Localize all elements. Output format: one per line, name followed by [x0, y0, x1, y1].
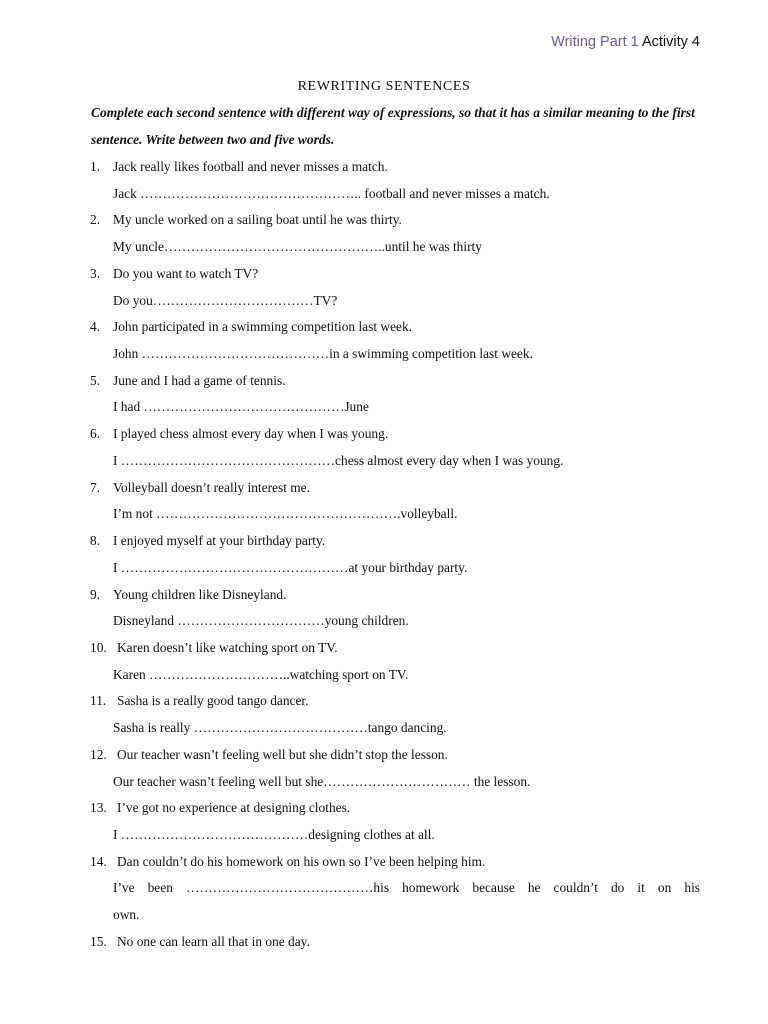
exercise-rewrite: Do you………………………………TV? — [113, 292, 338, 308]
exercise-rewrite-line — [0, 501, 768, 528]
exercise-item — [0, 635, 768, 662]
exercise-number: 3. — [90, 265, 101, 281]
exercise-sentence: Jack really likes football and never misses a match. — [113, 159, 388, 174]
exercise-sentence: Young children like Disneyland. — [113, 586, 287, 602]
exercise-sentence: I played chess almost every day when I was young. — [113, 426, 389, 442]
exercise-rewrite-line — [0, 181, 768, 208]
exercise-item — [0, 929, 768, 956]
exercise-rewrite: I ……………………………………designing clothes at all. — [113, 826, 435, 842]
exercise-item — [0, 582, 768, 609]
exercise-number: 5. — [90, 372, 101, 388]
exercise-item — [0, 475, 768, 502]
exercise-sentence: Do you want to watch TV? — [113, 265, 259, 281]
exercise-rewrite-continuation — [0, 902, 768, 929]
exercise-item — [0, 528, 768, 555]
exercise-number: 12. — [90, 746, 107, 762]
exercise-rewrite-line — [0, 769, 768, 796]
exercise-sentence: I enjoyed myself at your birthday party. — [113, 533, 326, 549]
exercise-item — [0, 742, 768, 769]
exercise-rewrite: I …………………………………………chess almost every day when I was young. — [113, 452, 564, 468]
exercise-rewrite: Jack ………………………………………….. football and never misses a match. — [113, 185, 550, 201]
exercise-rewrite: Sasha is really …………………………………tango dancing. — [113, 720, 447, 736]
exercise-rewrite: I’m not ……………………………………………….volleyball. — [113, 506, 458, 522]
exercise-rewrite-line — [0, 662, 768, 689]
exercise-rewrite: I had ………………………………………June — [113, 399, 369, 415]
exercise-rewrite: My uncle…………………………………………..until he was thirty — [113, 239, 482, 255]
exercise-rewrite-cont: own. — [113, 907, 140, 923]
exercise-number: 9. — [90, 586, 101, 602]
exercise-item — [0, 795, 768, 822]
page-title: REWRITING SENTENCES — [297, 79, 471, 94]
exercise-item — [0, 261, 768, 288]
exercise-rewrite: I’ve been ……………………………………his homework because he couldn’t do it on his — [113, 880, 700, 896]
exercise-list — [0, 154, 768, 956]
instructions: Complete each second sentence with different way of expressions, so that it has a similar meaning to the first sentence. Write between two and five words. — [91, 105, 695, 147]
exercise-sentence: Sasha is a really good tango dancer. — [117, 693, 309, 709]
exercise-number: 8. — [90, 533, 101, 549]
exercise-sentence: Dan couldn’t do his homework on his own so I’ve been helping him. — [117, 853, 486, 869]
exercise-number: 4. — [90, 319, 101, 335]
exercise-sentence: June and I had a game of tennis. — [113, 372, 286, 388]
header-activity: Activity 4 — [641, 34, 700, 50]
exercise-rewrite-line — [0, 555, 768, 582]
exercise-rewrite-line — [0, 341, 768, 368]
exercise-item — [0, 688, 768, 715]
exercise-number: 7. — [90, 479, 101, 495]
exercise-number: 6. — [90, 426, 101, 442]
exercise-sentence: My uncle worked on a sailing boat until he was thirty. — [113, 212, 402, 228]
exercise-number: 2. — [90, 212, 101, 228]
exercise-sentence: John participated in a swimming competition last week. — [113, 319, 412, 335]
exercise-number: 15. — [90, 933, 107, 949]
exercise-rewrite-line — [0, 234, 768, 261]
exercise-sentence: Karen doesn’t like watching sport on TV. — [117, 639, 338, 655]
exercise-item — [0, 154, 768, 181]
exercise-rewrite-line — [0, 448, 768, 475]
exercise-item — [0, 314, 768, 341]
exercise-item — [0, 368, 768, 395]
exercise-number: 10. — [90, 639, 107, 655]
exercise-rewrite-line — [0, 608, 768, 635]
exercise-rewrite: John ……………………………………in a swimming competition last week. — [113, 346, 533, 362]
exercise-number: 14. — [90, 853, 107, 869]
exercise-number: 1. — [90, 159, 101, 174]
exercise-item — [0, 849, 768, 876]
exercise-rewrite-line — [0, 822, 768, 849]
exercise-sentence: I’ve got no experience at designing clothes. — [117, 800, 351, 816]
exercise-sentence: Our teacher wasn’t feeling well but she didn’t stop the lesson. — [117, 746, 448, 762]
page-header — [551, 34, 700, 50]
exercise-rewrite-line — [0, 715, 768, 742]
exercise-number: 13. — [90, 800, 107, 816]
exercise-rewrite: Our teacher wasn’t feeling well but she…………………………… the lesson. — [113, 773, 531, 789]
header-part: Writing Part 1 — [551, 34, 639, 50]
exercise-sentence: Volleyball doesn’t really interest me. — [113, 479, 310, 495]
exercise-sentence: No one can learn all that in one day. — [117, 933, 310, 949]
exercise-rewrite: I ……………………………………………at your birthday party. — [113, 559, 468, 575]
exercise-rewrite-line — [0, 875, 768, 902]
exercise-number: 11. — [90, 693, 107, 709]
exercise-rewrite-line — [0, 288, 768, 315]
exercise-rewrite-line — [0, 394, 768, 421]
exercise-rewrite: Karen …………………………..watching sport on TV. — [113, 666, 409, 682]
exercise-item — [0, 421, 768, 448]
exercise-item — [0, 207, 768, 234]
exercise-rewrite: Disneyland ……………………………young children. — [113, 613, 409, 629]
